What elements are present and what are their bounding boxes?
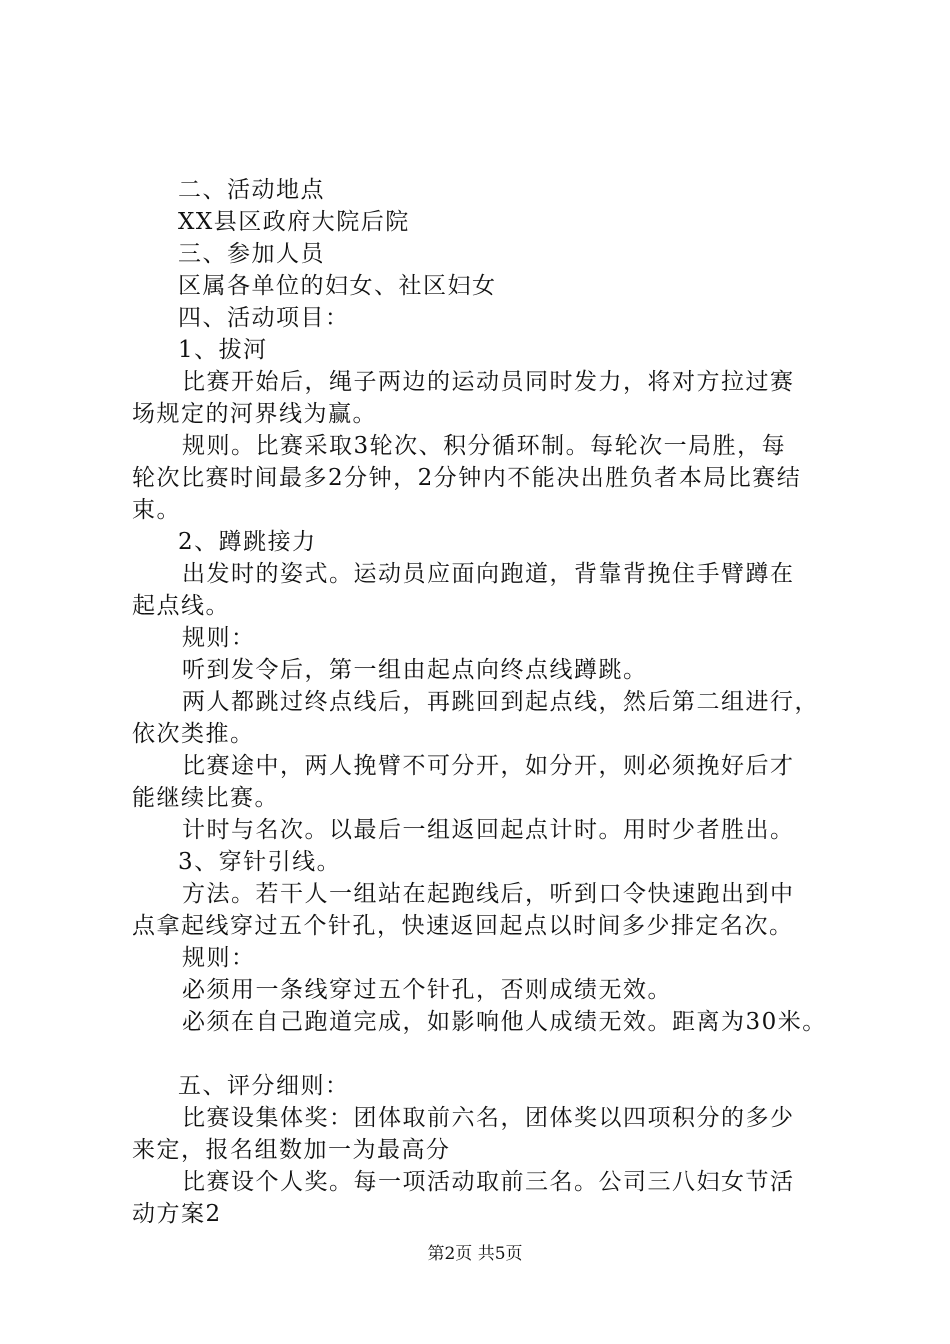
paragraph-line: 两人都跳过终点线后，再跳回到起点线，然后第二组进行， (182, 689, 819, 715)
paragraph-line: 来定，报名组数加一为最高分 (132, 1137, 451, 1163)
paragraph-line: 比赛设集体奖：团体取前六名，团体奖以四项积分的多少 (182, 1105, 795, 1131)
subheading-squat-jump-relay: 2、蹲跳接力 (178, 529, 317, 555)
paragraph-line: 规则： (182, 945, 256, 971)
paragraph-line: 束。 (132, 497, 181, 523)
paragraph-line: 方法。若干人一组站在起跑线后，听到口令快速跑出到中 (182, 881, 795, 907)
blank-line (132, 1038, 832, 1070)
paragraph-line: 能继续比赛。 (132, 785, 279, 811)
paragraph-line: 必须用一条线穿过五个针孔，否则成绩无效。 (182, 977, 672, 1003)
paragraph-line: 规则： (182, 625, 256, 651)
subheading-threading-needle: 3、穿针引线。 (178, 849, 342, 875)
section-heading-location: 二、活动地点 (178, 177, 325, 203)
paragraph-line: 比赛途中，两人挽臂不可分开，如分开，则必须挽好后才 (182, 753, 795, 779)
paragraph-line: 听到发令后，第一组由起点向终点线蹲跳。 (182, 657, 648, 683)
paragraph-line: 规则。比赛采取3轮次、积分循环制。每轮次一局胜，每 (182, 433, 787, 459)
section-heading-participants: 三、参加人员 (178, 241, 325, 267)
paragraph-line: 起点线。 (132, 593, 230, 619)
page-footer: 第2页 共5页 (427, 1244, 523, 1264)
section-heading-activities: 四、活动项目： (178, 305, 350, 331)
paragraph-line: 必须在自己跑道完成，如影响他人成绩无效。距离为30米。 (182, 1009, 827, 1035)
paragraph-line: 比赛开始后，绳子两边的运动员同时发力，将对方拉过赛 (182, 369, 795, 395)
document-body (132, 174, 832, 1230)
section-heading-scoring: 五、评分细则： (178, 1073, 350, 1099)
paragraph-line: 轮次比赛时间最多2分钟，2分钟内不能决出胜负者本局比赛结 (132, 465, 802, 491)
paragraph-line: 区属各单位的妇女、社区妇女 (178, 273, 497, 299)
paragraph-line: 出发时的姿式。运动员应面向跑道，背靠背挽住手臂蹲在 (182, 561, 795, 587)
paragraph-line: 场规定的河界线为赢。 (132, 401, 377, 427)
paragraph-line: XX县区政府大院后院 (178, 209, 410, 235)
subheading-tug-of-war: 1、拔河 (178, 337, 268, 363)
paragraph-line: 动方案2 (132, 1201, 222, 1227)
paragraph-line: 计时与名次。以最后一组返回起点计时。用时少者胜出。 (182, 817, 795, 843)
paragraph-line: 依次类推。 (132, 721, 255, 747)
paragraph-line: 点拿起线穿过五个针孔，快速返回起点以时间多少排定名次。 (132, 913, 794, 939)
paragraph-line: 比赛设个人奖。每一项活动取前三名。公司三八妇女节活 (182, 1169, 795, 1195)
